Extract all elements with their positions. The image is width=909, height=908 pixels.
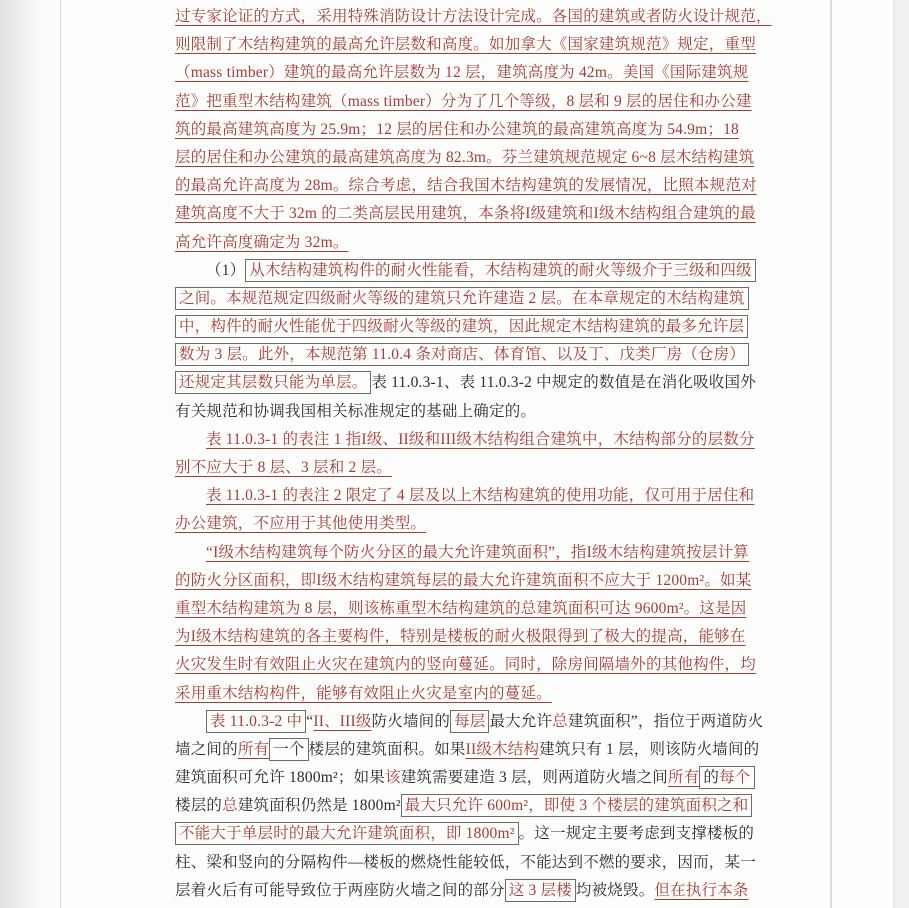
body-text: 表 11.0.3-1、表 11.0.3-2 中规定的数值是在消化吸收国外 <box>371 374 756 392</box>
inserted-revision-text: 表 11.0.3-1 的表注 2 限定了 4 层及以上木结构建筑的使用功能，仅可用于居住和 <box>206 487 755 505</box>
body-text: “ <box>306 712 314 730</box>
boxed-revision-text: 还规定其层数只能为单层。 <box>175 371 371 394</box>
inserted-revision-text: “I级木结构建筑每个防火分区的最大允许建筑面积”，指I级木结构建筑按层计算 <box>206 543 749 561</box>
text-line <box>175 680 753 708</box>
inserted-revision-text: 但在执行本条 <box>654 881 749 899</box>
body-text: 。这一规定主要考虑到支撑楼板的 <box>518 825 755 843</box>
page-left-edge-line <box>60 0 61 908</box>
body-text: 柱、梁和竖向的分隔构件—楼板的燃烧性能较低，不能达到不燃的要求，因而，某一 <box>175 853 756 871</box>
inserted-revision-text: 范》把重型木结构建筑（mass timber）分为了几个等级，8 层和 9 层的居住和办公建 <box>175 92 752 110</box>
boxed-revision-text: 之间。本规范规定四级耐火等级的建筑只允许建造 2 层。在本章规定的木结构建筑 <box>175 287 749 310</box>
body-text: 楼层的 <box>175 797 223 815</box>
text-line <box>175 820 753 848</box>
inserted-revision-text: 总 <box>222 797 238 815</box>
inserted-revision-text: 高允许高度确定为 32m。 <box>175 233 349 251</box>
text-line <box>175 229 753 257</box>
body-text: 墙之间的 <box>175 740 238 758</box>
inserted-revision-text: 建筑高度不大于 32m 的二类高层民用建筑，本条将I级建筑和I级木结构组合建筑的最 <box>175 205 756 223</box>
body-text: 建筑面积可允许 1800m²；如果 <box>175 769 385 787</box>
text-line <box>175 398 753 426</box>
body-text: 楼层的建筑面积。如果 <box>308 740 466 758</box>
text-line <box>175 849 756 877</box>
inserted-revision-text: 所有 <box>668 769 700 787</box>
body-text: （1） <box>206 261 246 279</box>
text-line <box>175 369 756 397</box>
text-line <box>175 200 756 228</box>
boxed-revision-text: 从木结构建筑构件的耐火性能看，木结构建筑的耐火等级介于三级和四级 <box>245 259 755 282</box>
inserted-revision-text: II级木结构 <box>465 740 540 758</box>
inserted-revision-text: 该 <box>384 769 401 787</box>
text-line <box>175 313 753 341</box>
body-text: 的 <box>703 769 720 787</box>
body-text: 层着火后有可能导致位于两座防火墙之间的部分 <box>175 881 505 899</box>
boxed-revision-text <box>699 766 754 789</box>
text-line <box>175 877 753 905</box>
body-text: 均被烧毁。 <box>575 881 655 899</box>
document-text-block <box>175 3 772 905</box>
text-line <box>175 426 753 454</box>
boxed-revision-text: 中，构件的耐火性能优于四级耐火等级的建筑，因此规定木结构建筑的最多允许层 <box>175 315 748 338</box>
inserted-revision-text: 表 11.0.3-1 的表注 1 指I级、II级和III级木结构组合建筑中，木结构部分的层数分 <box>206 430 755 448</box>
text-line <box>175 285 753 313</box>
body-text: 有关规范和协调我国相关标准规定的基础上确定的。 <box>175 402 537 420</box>
boxed-revision-text: 一个 <box>269 738 308 761</box>
inserted-revision-text: 办公建筑，不应用于其他使用类型。 <box>175 515 427 533</box>
text-line <box>175 792 753 820</box>
page-left-shadow <box>0 0 60 908</box>
text-line <box>175 708 764 736</box>
text-line <box>175 3 772 31</box>
body-text: 建筑需要建造 3 层，则两道防火墙之间 <box>400 769 668 787</box>
inserted-revision-text: 采用重木结构构件，能够有效阻止火灾是室内的蔓延。 <box>175 684 552 702</box>
inserted-revision-text: 重型木结构建筑为 8 层，则该栋重型木结构建筑的总建筑面积可达 9600m²。这是因 <box>175 599 747 617</box>
body-text: 建筑只有 1 层，则该防火墙间的 <box>539 740 760 758</box>
text-line <box>175 764 753 792</box>
text-line <box>175 31 756 59</box>
text-line <box>175 651 756 679</box>
text-line <box>175 510 753 538</box>
inserted-revision-text: 火灾发生时有效阻止火灾在建筑内的竖向蔓延。同时，除房间隔墙外的其他构件，均 <box>175 656 756 674</box>
text-line <box>175 567 753 595</box>
inserted-revision-text: 的防火分区面积，即I级木结构建筑每层的最大允许建筑面积不应大于 1200m²。如某 <box>175 571 752 589</box>
boxed-revision-text: 不能大于单层时的最大允许建筑面积，即 1800m² <box>175 822 519 845</box>
inserted-revision-text: 为I级木结构建筑的各主要构件，特别是楼板的耐火极限得到了极大的提高，能够在 <box>175 628 746 646</box>
text-line <box>175 454 753 482</box>
text-line <box>175 59 753 87</box>
text-line <box>175 623 753 651</box>
inserted-revision-text: 所有 <box>237 740 270 758</box>
boxed-revision-text: 这 3 层楼 <box>505 879 576 902</box>
inserted-revision-text: 则限制了木结构建筑的最高允许层数和高度。如加拿大《国家建筑规范》规定，重型 <box>175 36 756 54</box>
body-text: 建筑面积仍然是 1800m² <box>237 797 401 815</box>
text-line <box>175 172 757 200</box>
body-text: 最大允许 <box>489 712 553 730</box>
text-line <box>175 341 753 369</box>
text-line <box>175 88 753 116</box>
inserted-revision-text: 过专家论证的方式，采用特殊消防设计方法设计完成。各国的建筑或者防火设计规范， <box>175 8 772 25</box>
inserted-revision-text: 每个 <box>719 769 751 787</box>
boxed-revision-text: 表 11.0.3-2 中 <box>206 710 306 733</box>
body-text: 防火墙间的 <box>371 712 451 730</box>
window-right-margin-strip <box>893 0 909 908</box>
inserted-revision-text: 层的居住和办公建筑的最高建筑高度为 82.3m。芬兰建筑规范规定 6~8 层木结构建筑 <box>175 148 755 166</box>
inserted-revision-text: II、III级 <box>313 712 372 730</box>
inserted-revision-text: 别不应大于 8 层、3 层和 2 层。 <box>175 459 392 476</box>
boxed-revision-text: 每层 <box>450 710 489 733</box>
inserted-revision-text: 的最高允许高度为 28m。综合考虑，结合我国木结构建筑的发展情况，比照本规范对 <box>175 177 757 195</box>
boxed-revision-text: 最大只允许 600m²，即使 3 个楼层的建筑面积之和 <box>401 794 753 817</box>
text-line <box>175 116 753 144</box>
text-line <box>175 482 753 510</box>
text-line <box>175 144 753 172</box>
text-line <box>175 736 760 764</box>
text-line <box>175 539 753 567</box>
inserted-revision-text: 筑的最高建筑高度为 25.9m；12 层的居住和办公建筑的最高建筑高度为 54.9m；18 <box>175 120 739 138</box>
boxed-revision-text: 数为 3 层。此外，本规范第 11.0.4 条对商店、体育馆、以及丁、戊类厂房（仓房） <box>175 343 749 366</box>
text-line <box>175 595 753 623</box>
text-line <box>175 257 753 285</box>
page-right-edge-line <box>830 0 832 908</box>
body-text: 建筑面积”，指位于两道防火 <box>568 712 764 730</box>
inserted-revision-text: 总 <box>552 712 568 730</box>
inserted-revision-text: （mass timber）建筑的最高允许层数为 12 层，建筑高度为 42m。美国《国际建筑规 <box>175 64 749 82</box>
